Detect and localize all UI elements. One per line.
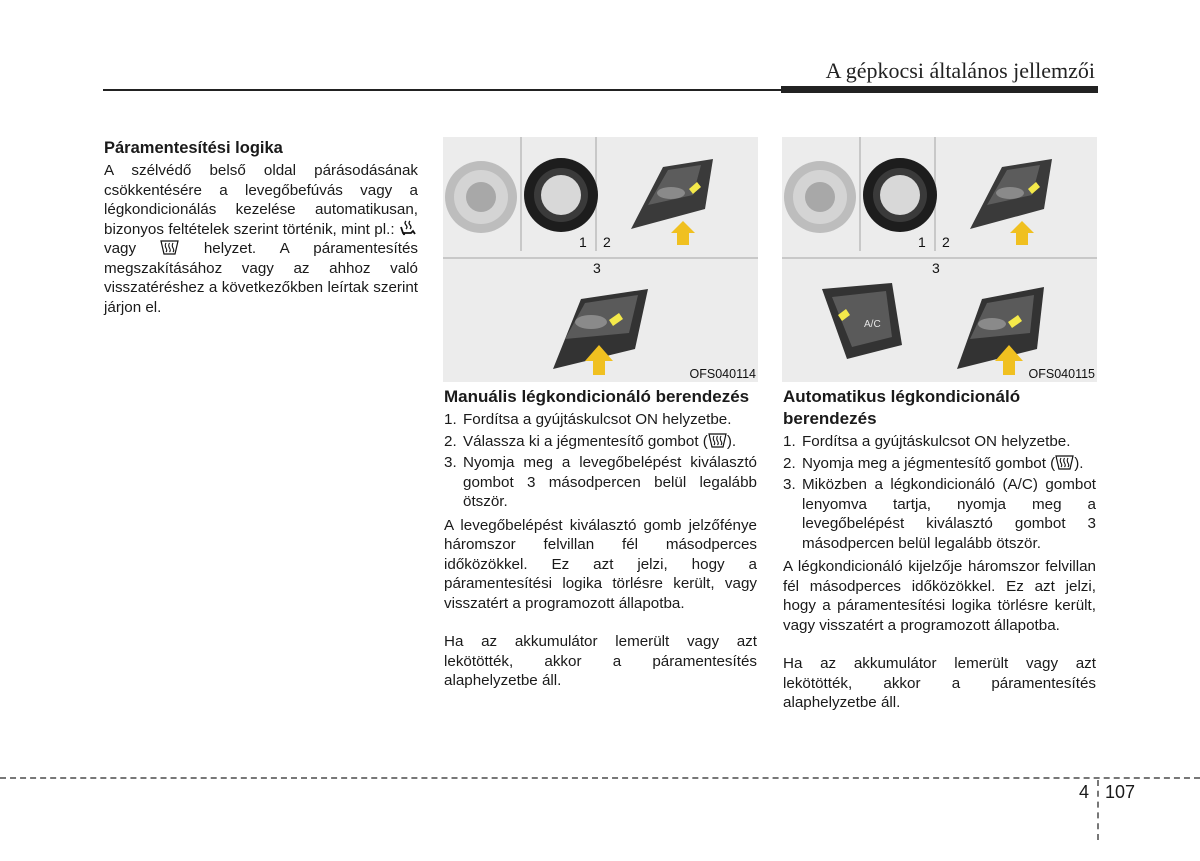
windshield-defrost-icon — [708, 432, 727, 448]
figure-label-2: 2 — [942, 234, 950, 250]
figure-label-1: 1 — [579, 234, 587, 250]
windshield-defrost-icon — [160, 239, 179, 255]
list-item: 2. Nyomja meg a jégmentesítő gombot ( ). — [783, 454, 1084, 472]
section-number: 4 — [1079, 782, 1090, 802]
manual-steps — [444, 410, 757, 512]
list-item: 3. Nyomja meg a levegőbelépést kiválasztó gombot 3 másodpercen belül legalább ötször. — [444, 454, 757, 510]
list-item: 1. Fordítsa a gyújtáskulcsot ON helyzetbe. — [444, 411, 732, 428]
automatic-title: Automatikus légkondicionáló berendezés — [783, 387, 1021, 428]
intro-paragraph: A szélvédő belső oldal párásodásának csökkentésére a levegőbefúvás vagy a légkondicionálás kezelése automatikusan, bizonyos feltételek szerint történik, mint pl.: vagy helyzet. A páramentesítés megszakításához vagy az ahhoz való visszatéréshez a következőkben leírtak szerint járjon el. — [104, 162, 418, 316]
section-title: Páramentesítési logika — [104, 139, 283, 157]
ac-button-label: A/C — [864, 319, 881, 330]
footer-rule — [0, 777, 1200, 779]
manual-battery-note: Ha az akkumulátor lemerült vagy azt lekötötték, akkor a páramentesítés alaphelyzetbe áll. — [444, 633, 757, 689]
list-item: 1. Fordítsa a gyújtáskulcsot ON helyzetbe. — [783, 433, 1071, 450]
figure-label-1: 1 — [918, 234, 926, 250]
page-header-title: A gépkocsi általános jellemzői — [825, 58, 1095, 83]
footer-separator — [1097, 780, 1099, 840]
windshield-defrost-icon — [1055, 454, 1074, 470]
figure-label-2: 2 — [603, 234, 611, 250]
figure-label-3: 3 — [932, 260, 940, 276]
manual-title: Manuális légkondicionáló berendezés — [444, 387, 750, 406]
figure-label-3: 3 — [593, 260, 601, 276]
manual-column — [444, 386, 757, 691]
floor-defrost-icon — [399, 220, 418, 236]
figure-automatic-controls — [782, 137, 1097, 382]
automatic-steps — [783, 432, 1096, 553]
list-item: 3. Miközben a légkondicionáló (A/C) gombot lenyomva tartja, nyomja meg a levegőbelépést kiválasztó gombot 3 másodpercen belül legalább ötször. — [783, 476, 1096, 552]
figure-code: OFS040115 — [1028, 367, 1095, 381]
automatic-battery-note: Ha az akkumulátor lemerült vagy azt lekötötték, akkor a páramentesítés alaphelyzetbe áll. — [783, 655, 1096, 711]
figure-manual-controls — [443, 137, 758, 382]
figure-code: OFS040114 — [689, 367, 756, 381]
page-number: 107 — [1105, 782, 1136, 802]
automatic-column — [783, 386, 1096, 713]
intro-column — [104, 138, 418, 317]
automatic-paragraph: A légkondicionáló kijelzője háromszor felvillan fél másodperces időközökkel. Ez azt jelzi, hogy a páramentesítési logika törlésre került, vagy visszatért a programozott állapotba. — [783, 558, 1096, 634]
header-rule-accent — [781, 86, 1098, 93]
list-item: 2. Válassza ki a jégmentesítő gombot ( ). — [444, 432, 737, 450]
manual-paragraph: A levegőbelépést kiválasztó gomb jelzőfénye háromszor felvillan fél másodperces időközökkel. Ez azt jelzi, hogy a páramentesítési logika törlésre került, vagy visszatért a programozott állapotba. — [444, 516, 757, 612]
